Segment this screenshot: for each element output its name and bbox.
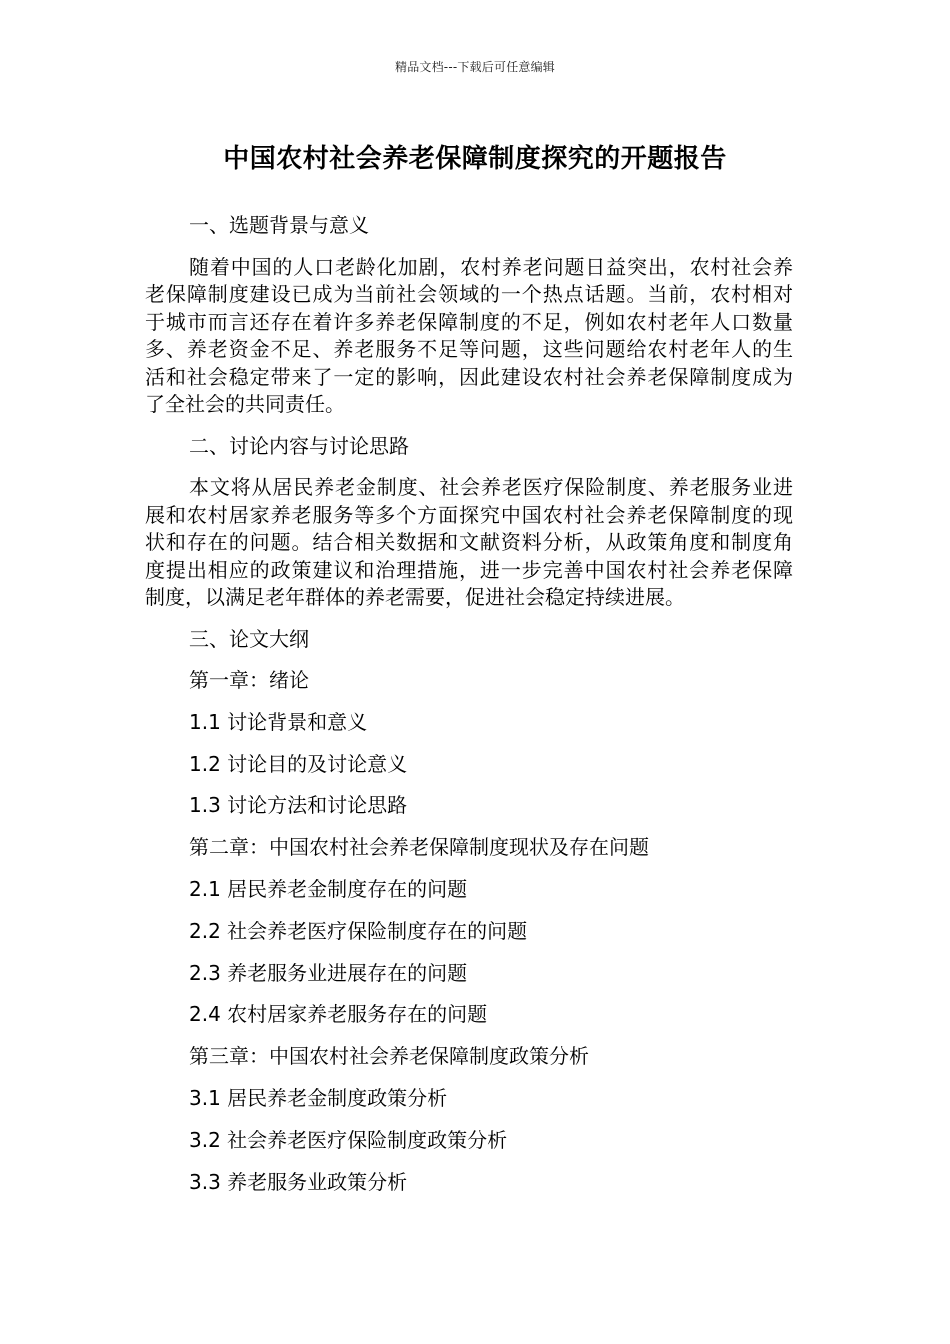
paragraph-line: 于城市而言还存在着许多养老保障制度的不足，例如农村老年人口数量 bbox=[145, 309, 793, 334]
section-heading-outline: 三、论文大纲 bbox=[189, 626, 309, 651]
paragraph-line: 本文将从居民养老金制度、社会养老医疗保险制度、养老服务业进 bbox=[189, 475, 793, 499]
outline-chapter-3: 第三章：中国农村社会养老保障制度政策分析 bbox=[189, 1044, 589, 1069]
outline-chapter-2: 第二章：中国农村社会养老保障制度现状及存在问题 bbox=[189, 835, 649, 860]
outline-item: 1.2 讨论目的及讨论意义 bbox=[189, 751, 408, 776]
paragraph-line: 了全社会的共同责任。 bbox=[145, 392, 345, 416]
outline-item: 3.2 社会养老医疗保险制度政策分析 bbox=[189, 1127, 508, 1152]
paragraph-line: 展和农村居家养老服务等多个方面探究中国农村社会养老保障制度的现 bbox=[145, 502, 793, 527]
header-note: 精品文档---下载后可任意编辑 bbox=[395, 60, 555, 74]
paragraph-line: 制度，以满足老年群体的养老需要，促进社会稳定持续进展。 bbox=[145, 585, 685, 609]
paragraph-line: 随着中国的人口老龄化加剧，农村养老问题日益突出，农村社会养 bbox=[189, 254, 793, 279]
outline-item: 2.1 居民养老金制度存在的问题 bbox=[189, 876, 468, 901]
outline-chapter-1: 第一章：绪论 bbox=[189, 668, 309, 692]
paragraph-line: 多、养老资金不足、养老服务不足等问题，这些问题给农村老年人的生 bbox=[145, 337, 793, 361]
outline-item: 3.3 养老服务业政策分析 bbox=[189, 1169, 408, 1194]
outline-item: 3.1 居民养老金制度政策分析 bbox=[189, 1085, 448, 1110]
paragraph-content bbox=[145, 474, 793, 612]
section-heading-content: 二、讨论内容与讨论思路 bbox=[189, 433, 409, 458]
outline-item: 2.3 养老服务业进展存在的问题 bbox=[189, 960, 468, 985]
paragraph-line: 老保障制度建设已成为当前社会领域的一个热点话题。当前，农村相对 bbox=[145, 282, 793, 306]
outline-list bbox=[145, 667, 793, 1196]
paragraph-background bbox=[145, 254, 793, 419]
paragraph-line: 度提出相应的政策建议和治理措施，进一步完善中国农村社会养老保障 bbox=[145, 557, 793, 582]
document-body bbox=[145, 212, 793, 1210]
paragraph-line: 活和社会稳定带来了一定的影响，因此建设农村社会养老保障制度成为 bbox=[145, 364, 793, 389]
outline-item: 1.1 讨论背景和意义 bbox=[189, 709, 368, 734]
outline-item: 2.2 社会养老医疗保险制度存在的问题 bbox=[189, 918, 528, 943]
section-heading-background: 一、选题背景与意义 bbox=[189, 213, 369, 237]
document-title: 中国农村社会养老保障制度探究的开题报告 bbox=[223, 144, 727, 174]
paragraph-line: 状和存在的问题。结合相关数据和文献资料分析，从政策角度和制度角 bbox=[145, 530, 793, 554]
outline-item: 1.3 讨论方法和讨论思路 bbox=[189, 793, 408, 818]
outline-item: 2.4 农村居家养老服务存在的问题 bbox=[189, 1002, 488, 1027]
